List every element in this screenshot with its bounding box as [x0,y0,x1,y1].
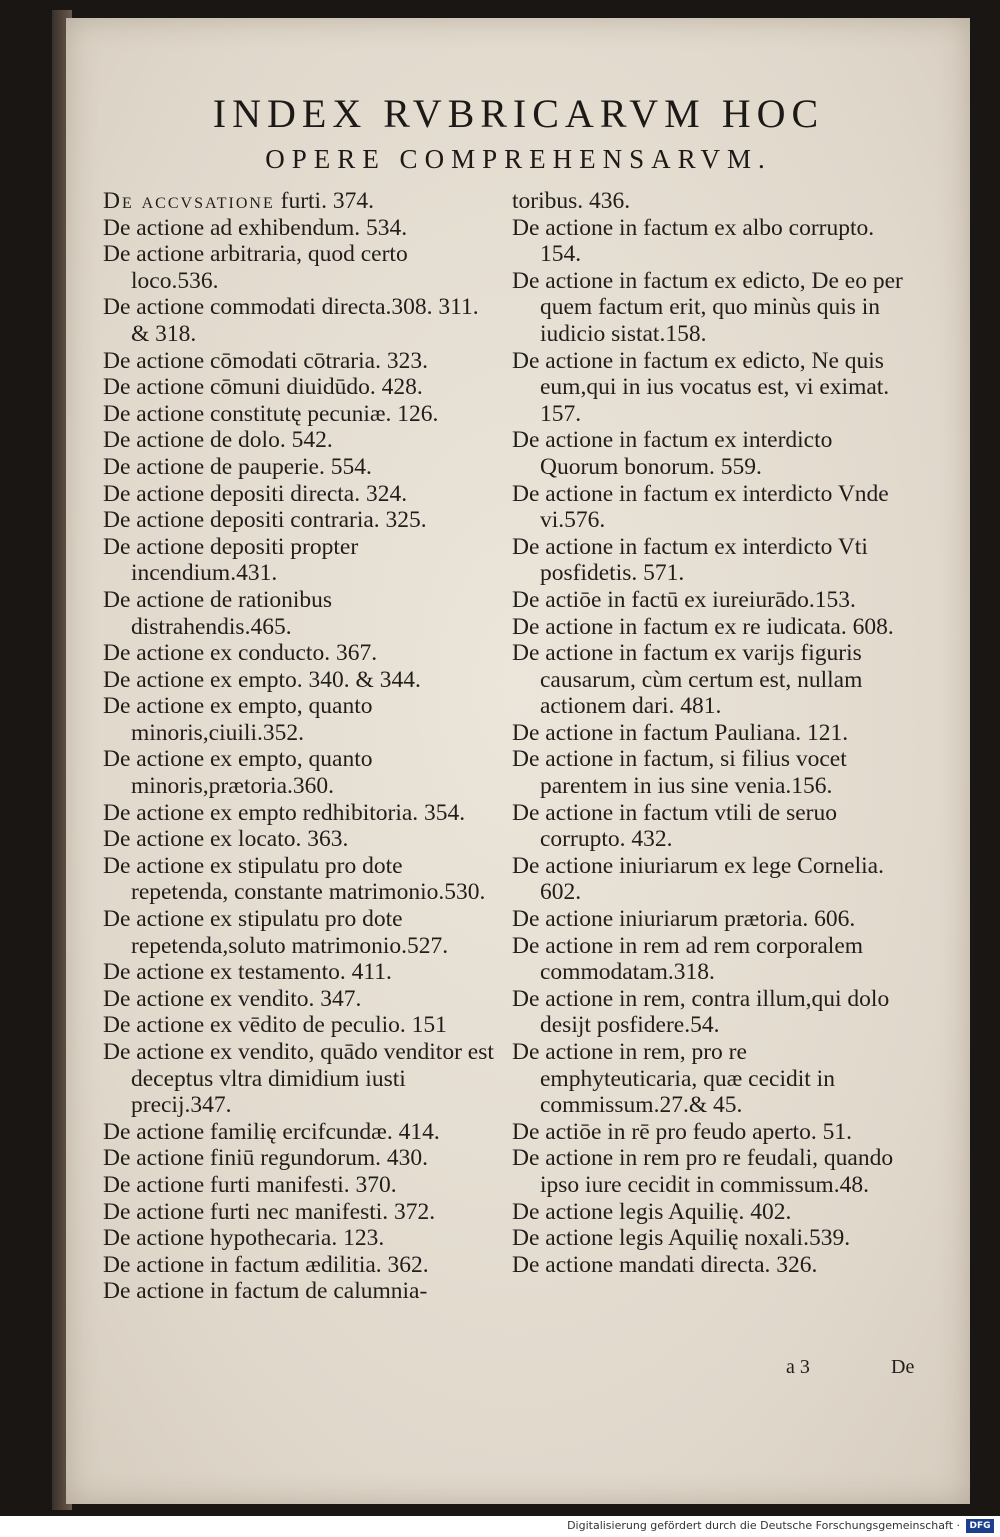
index-entry-text: De actione in rem, pro re emphyteuticaria, quæ cecidit in commissum.27.& 45. [512,1039,835,1119]
index-entry-text: De actiōe in rē pro feudo aperto. 51. [512,1118,852,1145]
index-entry-text: De actione ex empto, quanto minoris,prætoria.360. [103,746,373,800]
index-entry [512,800,907,853]
index-entry [103,640,498,667]
book-page [66,18,970,1504]
index-entry [512,587,907,614]
index-entry-text: De actione mandati directa. 326. [512,1251,818,1278]
index-entry [103,986,498,1013]
index-entry [512,640,907,720]
index-entry-text: De actione iniuriarum ex lege Cornelia. 602. [512,852,884,906]
index-entry-text: De actione in rem pro re feudali, quando ipso iure cecidit in commissum.48. [512,1145,894,1198]
index-entry [103,507,498,534]
index-entry-text: De actione legis Aquilię noxali.539. [512,1225,851,1252]
index-entry [103,215,498,242]
signature-mark: a 3 [786,1356,810,1378]
index-entry [103,1199,498,1226]
index-entry-text: De actione legis Aquilię. 402. [512,1198,792,1225]
index-entry [512,534,907,587]
index-entry-text: De actione finiū regundorum. 430. [103,1145,428,1172]
index-entry-text: De actione in factum Pauliana. 121. [512,719,849,746]
index-entry-text: De actione de pauperie. 554. [103,453,372,480]
index-entry [103,1119,498,1146]
index-entry-text: De actione in factum ex interdicto Vti posfidetis. 571. [512,533,868,587]
index-entry-text: De actione ex vendito. 347. [103,985,362,1012]
index-entry [103,1039,498,1119]
index-entry [512,427,907,480]
index-entry-text: De actione depositi propter incendium.431. [103,533,359,587]
index-entry [512,348,907,428]
index-entry-text: De actione cōmuni diuidūdo. 428. [103,374,423,401]
index-entry [103,587,498,640]
index-entry-text: De actione arbitraria, quod certo loco.536. [103,241,408,294]
index-entry-text: De actione in rem, contra illum,qui dolo desijt posfidere.54. [512,985,890,1039]
index-entry-text: toribus. 436. [512,188,631,214]
credit-bar [0,1516,1000,1537]
index-entry [103,1252,498,1279]
index-entry [512,853,907,906]
index-entry-text: De actione hypothecaria. 123. [103,1225,385,1252]
index-entry [103,1012,498,1039]
index-entry-text: De actione in rem ad rem corporalem commodatam.318. [512,932,864,986]
index-entry-text: De actione de rationibus distrahendis.465. [103,586,333,640]
catchword: De [891,1356,915,1378]
index-entry-text: De actione in factum ex varijs figuris causarum, cùm certum est, nullam actionem dari. 481. [512,640,863,720]
index-entry [103,1145,498,1172]
index-entry [103,454,498,481]
index-entry [103,1172,498,1199]
index-entry-text: De actione in factum ædilitia. 362. [103,1251,429,1278]
index-entry [103,534,498,587]
index-entry-text: De actione iniuriarum prætoria. 606. [512,906,856,933]
index-entry [103,481,498,508]
index-entry-text: De actione in factum de calumnia- [103,1278,428,1305]
page-title: INDEX RVBRICARVM HOC [212,91,825,136]
index-entry-text: De actione ex vendito, quādo venditor est deceptus vltra dimidium iusti precij.347. [103,1039,494,1119]
index-entry-text: De actione in factum ex edicto, De eo per quem factum erit, quo minùs quis in iudicio sistat.158. [512,267,903,347]
index-entry-text: De actione furti nec manifesti. 372. [103,1198,436,1225]
index-entry-text: De actiōe in factū ex iureiurādo.153. [512,586,856,613]
index-entry [103,427,498,454]
index-column-left [103,188,498,1305]
index-entry [512,1252,907,1279]
index-entry-text: De actione ex empto redhibitoria. 354. [103,799,466,826]
index-entry-text: De actione de dolo. 542. [103,427,333,454]
index-entry [103,746,498,799]
index-entry [103,348,498,375]
index-entry [512,720,907,747]
index-entry-text: De actione depositi directa. 324. [103,480,408,507]
index-entry [103,1278,498,1305]
index-entry [103,241,498,294]
index-entry [512,215,907,268]
index-entry-text: De actione ex locato. 363. [103,826,349,853]
index-entry-text: De actione ex empto, quanto minoris,ciuili.352. [103,693,373,746]
index-entry-text: De actione cōmodati cōtraria. 323. [103,347,428,374]
index-entry-text: De actione ex empto. 340. & 344. [103,666,421,693]
index-entry [512,1225,907,1252]
index-entry [103,693,498,746]
page-footer [786,1356,914,1379]
index-entry-text: De actione in factum ex interdicto Vnde vi.576. [512,480,889,534]
index-entry [103,800,498,827]
index-entry-text: De actione furti manifesti. 370. [103,1171,397,1198]
index-entry [103,959,498,986]
index-entry [512,188,907,215]
index-entry-text: De actione in factum ex edicto, Ne quis eum,qui in ius vocatus est, vi eximat. 157. [512,347,890,427]
index-entry [512,1119,907,1146]
index-entry [103,188,498,215]
index-entry-text: De actione ad exhibendum. 534. [103,214,408,241]
index-entry-text: De actione commodati directa.308. 311. & 318. [103,294,479,347]
index-entry [512,268,907,348]
index-entry-text: De actione in factum ex re iudicata. 608. [512,613,894,640]
index-entry [512,933,907,986]
index-entry [512,746,907,799]
index-entry-text: De actione ex conducto. 367. [103,640,378,667]
index-entry [512,906,907,933]
index-entry-text: De actione in factum, si filius vocet parentem in ius sine venia.156. [512,746,847,800]
index-entry [512,986,907,1039]
index-entry [512,1039,907,1119]
index-entry [103,294,498,347]
index-entry [103,826,498,853]
index-entry [103,374,498,401]
index-entry-text: De actione constitutę pecuniæ. 126. [103,400,439,427]
index-entry [103,1225,498,1252]
page-subtitle: OPERE COMPREHENSARVM. [265,144,772,174]
index-entry-text: De actione in factum vtili de seruo corrupto. 432. [512,799,837,853]
index-entry [103,853,498,906]
index-entry-text: De actione in factum ex albo corrupto. 154. [512,214,875,268]
index-entry [512,481,907,534]
index-entry-text: De actione ex vēdito de peculio. 151 [103,1012,447,1039]
index-entry-text: De actione depositi contraria. 325. [103,507,427,534]
index-entry [103,667,498,694]
index-entry [512,1145,907,1198]
index-entry-text: De actione ex testamento. 411. [103,959,392,986]
credit-text: Digitalisierung gefördert durch die Deutsche Forschungsgemeinschaft · [567,1519,960,1532]
index-entry [512,1199,907,1226]
index-entry-text: De actione familię ercifcundæ. 414. [103,1118,440,1145]
index-entry [103,401,498,428]
dfg-logo-icon: DFG [966,1519,994,1533]
index-entry-lead: De accvsatione [103,188,275,214]
index-entry-text: De actione in factum ex interdicto Quorum bonorum. 559. [512,427,833,480]
index-entry-text: De actione ex stipulatu pro dote repetenda, constante matrimonio.530. [103,852,486,906]
index-entry [103,906,498,959]
index-entry [512,614,907,641]
index-column-right [512,188,907,1278]
index-entry-text: De actione ex stipulatu pro dote repetenda,soluto matrimonio.527. [103,906,449,959]
index-entry-text: furti. 374. [274,188,374,214]
